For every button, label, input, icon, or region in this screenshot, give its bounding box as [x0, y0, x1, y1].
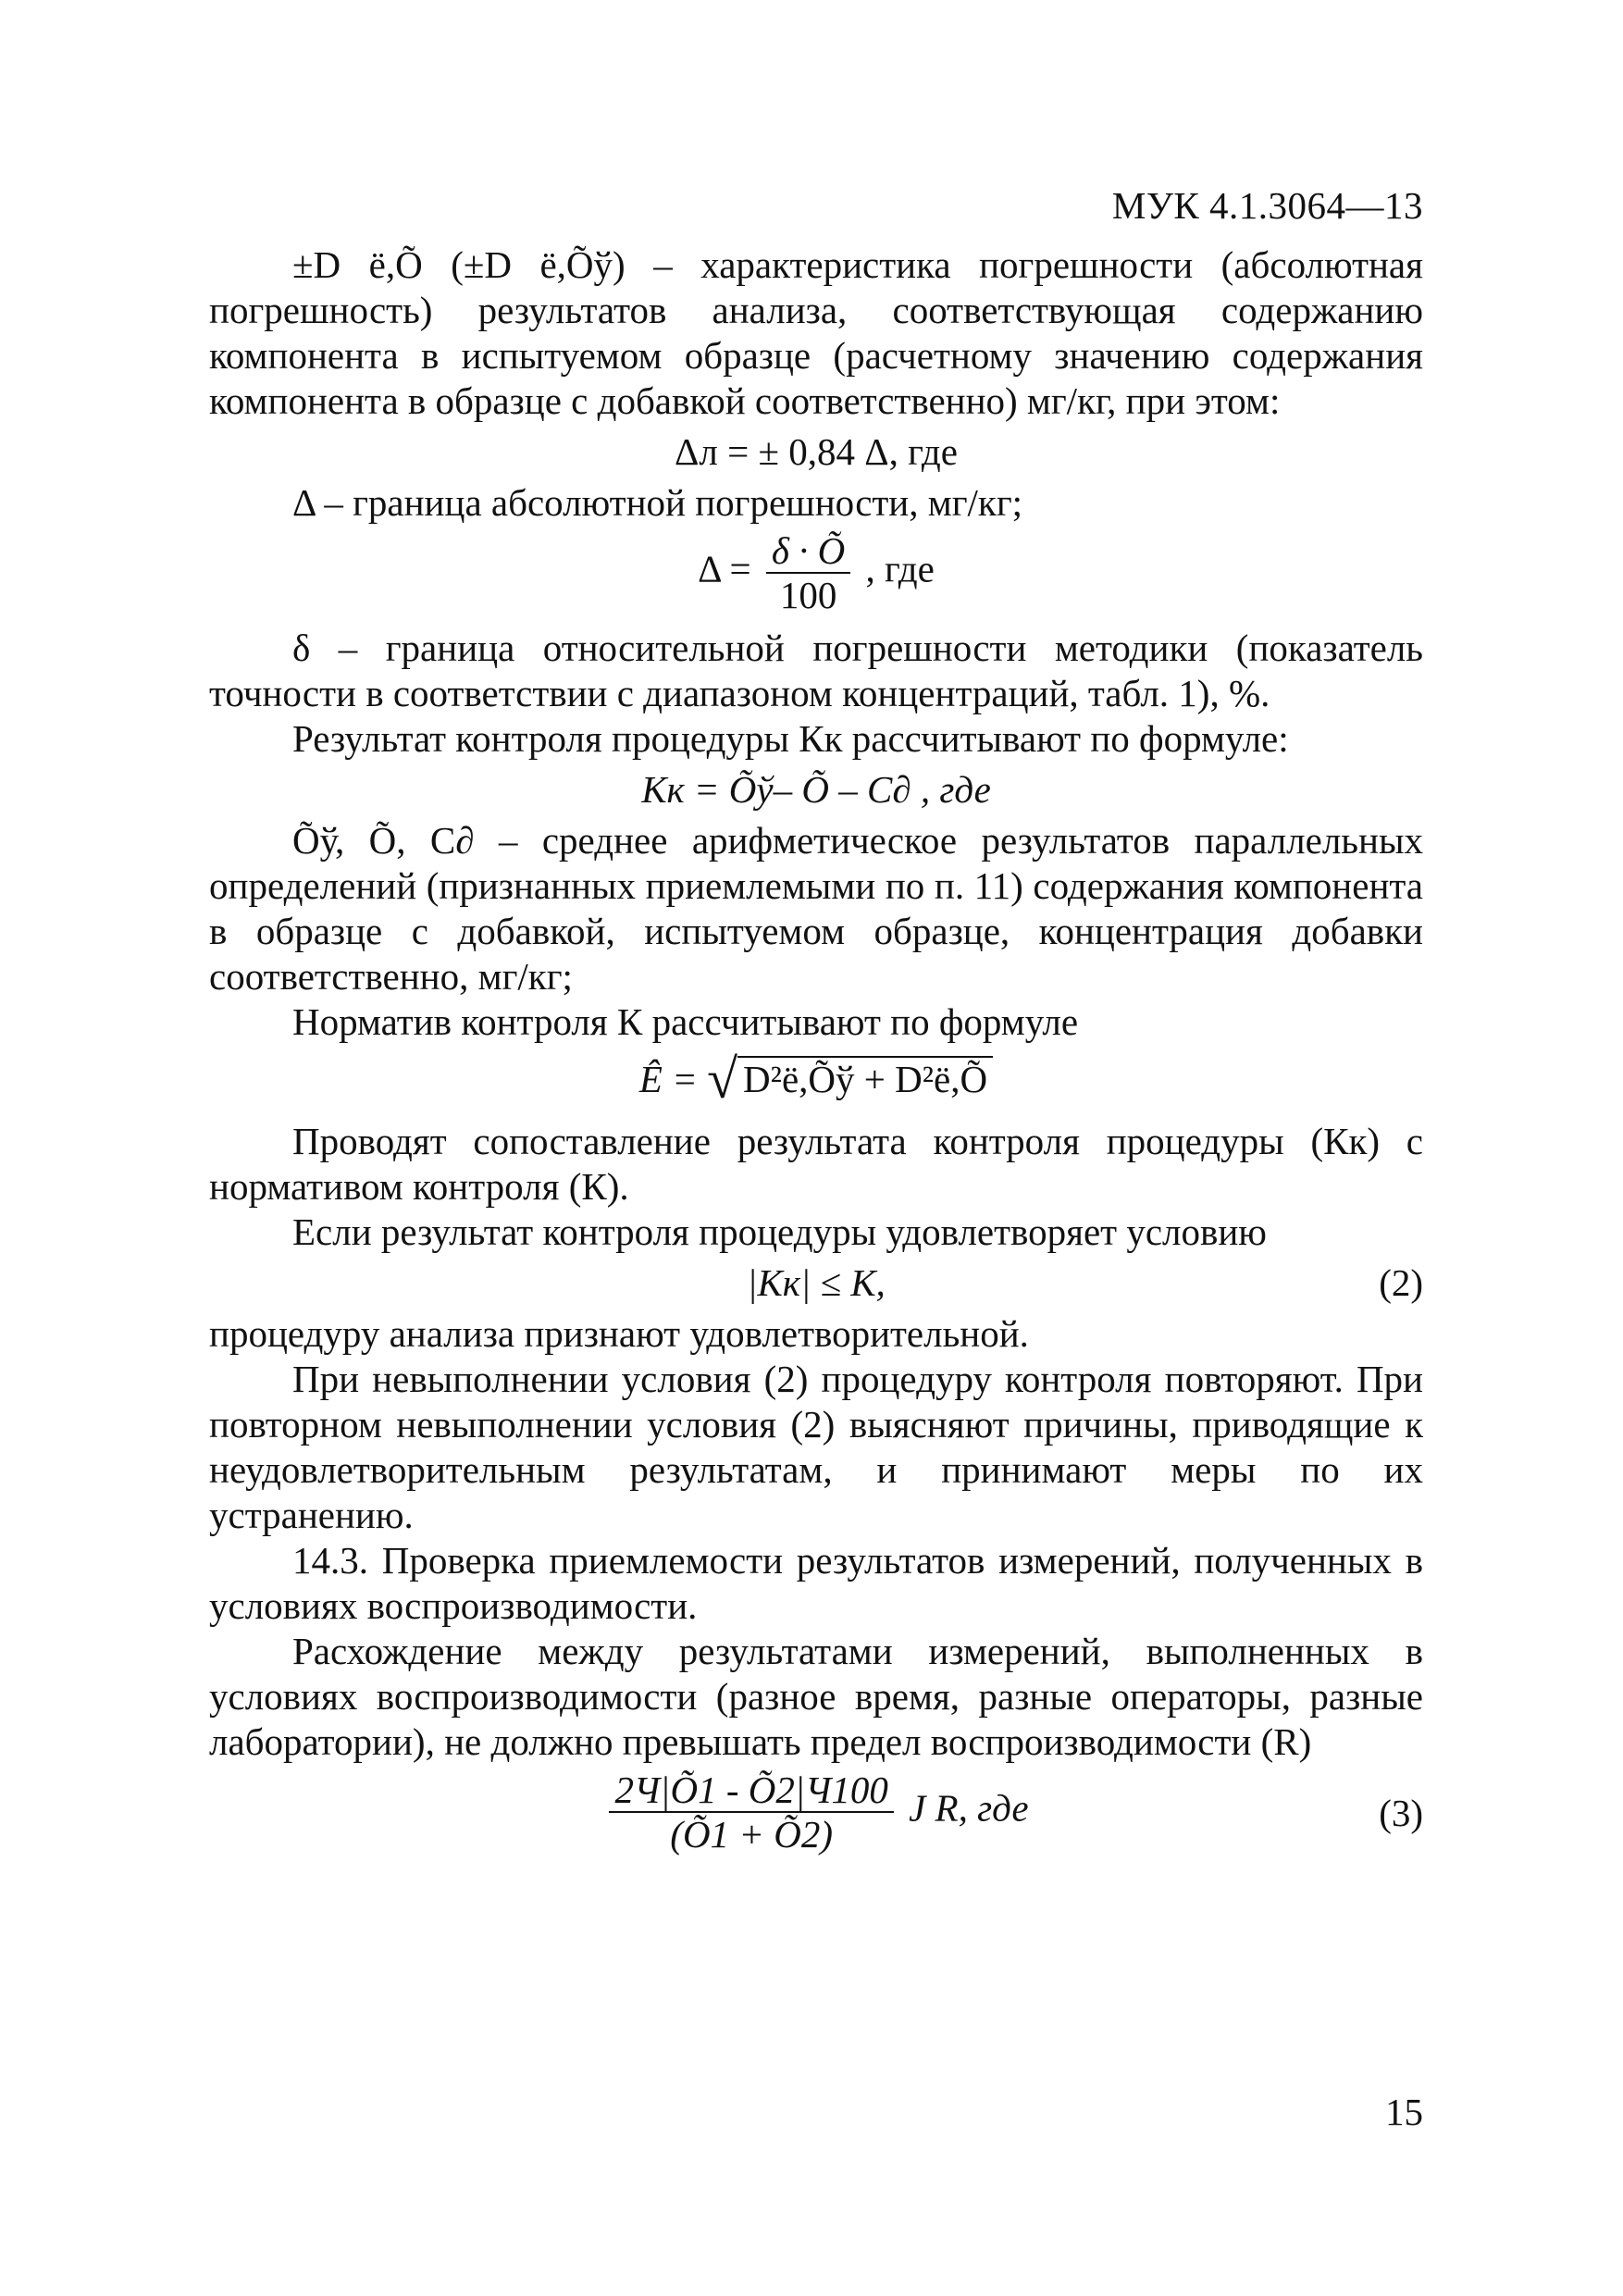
paragraph-abs-error: Δ – граница абсолютной погрешности, мг/кг;	[292, 481, 1023, 524]
fraction-denominator: (Õ1 + Õ2)	[670, 1813, 833, 1855]
fraction	[609, 1769, 893, 1855]
paragraph-reproducibility: Расхождение между результатами измерений, выполненных в условиях воспроизводимости (разное время, разные операторы, разные лаборатории), не должно превышать предел воспроизводимости (R)	[209, 1630, 1423, 1763]
equation-number: (3)	[1379, 1792, 1423, 1834]
paragraph-repeat: При невыполнении условия (2) процедуру контроля повторяют. При повторном невыполнении условия (2) выясняют причины, приводящие к неудовлетворительным результатам, и принимают меры по их устранению.	[209, 1358, 1423, 1536]
radicand: D²ё,Õў + D²ё,Õ	[737, 1056, 993, 1100]
document-code: МУК 4.1.3064—13	[1111, 184, 1423, 227]
paragraph-error-characteristic: ±D ё,Õ (±D ё,Õў) – характеристика погрешности (абсолютная погрешность) результатов анализа, соответствующая содержанию компонента в испытуемом образце (расчетному значению содержания компонента в образце с добавкой соответственно) мг/кг, при этом:	[209, 243, 1423, 422]
equation-delta-fraction: Δ = $\frac{\delta \cdot Õ}{100}$ , где	[698, 529, 935, 616]
equation-number: (2)	[1379, 1261, 1423, 1304]
equation-norm: Ê = √ D²ё,Õў + D²ё,Õ	[209, 1056, 1423, 1102]
paragraph-section-14-3: 14.3. Проверка приемлемости результатов измерений, полученных в условиях воспроизводимости.	[209, 1539, 1423, 1627]
equation-delta-l: Δл = ± 0,84 Δ, где	[675, 430, 958, 473]
fraction-numerator: δ · Õ	[766, 529, 850, 574]
sqrt-icon: √	[707, 1049, 738, 1110]
paragraph-satisfactory: процедуру анализа признают удовлетворительной.	[209, 1312, 1029, 1355]
fraction-numerator: 2Ч|Õ1 - Õ2|Ч100	[609, 1769, 893, 1813]
body-text	[209, 242, 1423, 1861]
paragraph-means: Õў, Õ, С∂ – среднее арифметическое результатов параллельных определений (признанных приемлемыми по п. 11) содержания компонента в образце с добавкой, испытуемом образце, концентрация добавки соответственно, мг/кг;	[209, 819, 1423, 998]
equation-condition-2: |Кк| ≤ К, (2)	[747, 1261, 1423, 1304]
fraction	[766, 529, 850, 616]
paragraph-control-result: Результат контроля процедуры Кк рассчитывают по формуле:	[292, 717, 1289, 760]
paragraph-rel-error: δ – граница относительной погрешности методики (показатель точности в соответствии с диапазоном концентраций, табл. 1), %.	[209, 627, 1423, 714]
page-number: 15	[1385, 2091, 1423, 2133]
paragraph-norm: Норматив контроля К рассчитывают по формуле	[292, 1000, 1079, 1043]
fraction-denominator: 100	[779, 574, 837, 616]
paragraph-condition: Если результат контроля процедуры удовлетворяет условию	[292, 1210, 1267, 1253]
paragraph-comparison: Проводят сопоставление результата контроля процедуры (Кк) с нормативом контроля (К).	[209, 1120, 1423, 1208]
equation-reproducibility: $\frac{2Ч|Õ1 - Õ2|Ч100}{(Õ1 + Õ2)}$ J R, где (3)	[209, 1769, 1423, 1855]
error-symbols: ±D ё,Õ (±D ё,Õў)	[292, 243, 626, 286]
equation-kk: Кк = Õў– Õ – С∂ , где	[641, 768, 991, 811]
